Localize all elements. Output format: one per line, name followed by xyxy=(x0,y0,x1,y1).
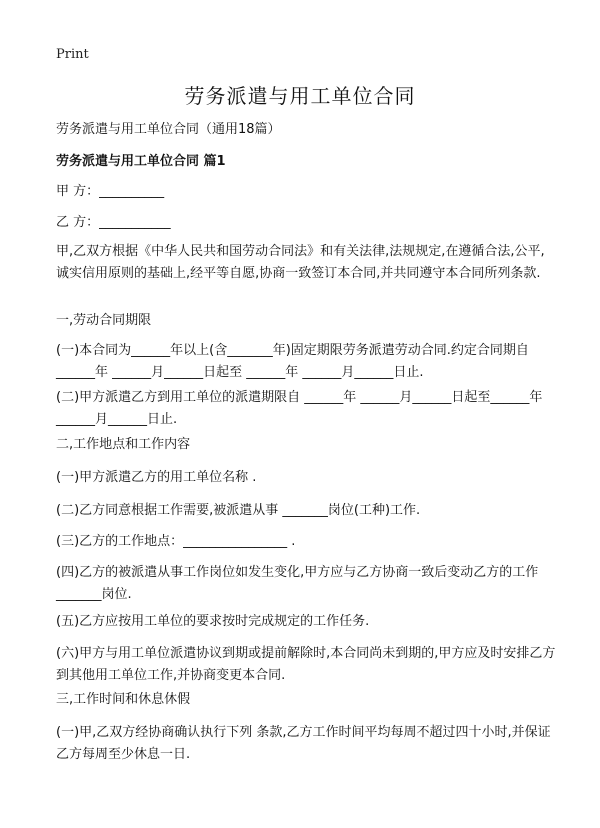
section-1-paragraph-2: (二)甲方派遣乙方到用工单位的派遣期限自 ______年 ______月______日起至______年 ______月______日止. xyxy=(56,390,543,427)
section-2-paragraph-4: (四)乙方的被派遣从事工作岗位如发生变化,甲方应与乙方协商一致后变动乙方的工作_______岗位. xyxy=(56,565,539,602)
section-heading: 劳务派遣与用工单位合同 篇1 xyxy=(56,154,226,169)
party-b-field: 乙 方：___________ xyxy=(56,215,171,230)
section-2-paragraph-6: (六)甲方与用工单位派遣协议到期或提前解除时,本合同尚未到期的,甲方应及时安排乙方到其他用工单位工作,并协商变更本合同. xyxy=(56,646,556,683)
section-2-paragraph-3: (三)乙方的工作地点：________________ . xyxy=(56,534,296,549)
section-1-paragraph-1: (一)本合同为______年以上(含_______年)固定期限劳务派遣劳动合同.约定合同期自 ______年 ______月______日起至 ______年 ______月______日止. xyxy=(56,343,529,380)
print-label[interactable]: Print xyxy=(56,47,89,62)
section-3-title: 三,工作时间和休息休假 xyxy=(56,692,191,707)
document-title: 劳务派遣与用工单位合同 xyxy=(184,84,416,108)
section-2-title: 二,工作地点和工作内容 xyxy=(56,437,191,452)
section-2-paragraph-5: (五)乙方应按用工单位的要求按时完成规定的工作任务. xyxy=(56,614,370,629)
section-1-title: 一,劳动合同期限 xyxy=(56,313,152,328)
document-subtitle: 劳务派遣与用工单位合同（通用18篇） xyxy=(56,122,281,137)
section-3-paragraph-1: (一)甲,乙双方经协商确认执行下列 条款,乙方工作时间平均每周不超过四十小时,并保证乙方每周至少休息一日. xyxy=(56,725,551,762)
party-a-field: 甲 方：__________ xyxy=(56,184,165,199)
intro-paragraph: 甲,乙双方根据《中华人民共和国劳动合同法》和有关法律,法规规定,在遵循合法,公平,诚实信用原则的基础上,经平等自愿,协商一致签订本合同,并共同遵守本合同所列条款. xyxy=(56,244,545,281)
section-2-paragraph-1: (一)甲方派遣乙方的用工单位名称 . xyxy=(56,470,257,485)
section-2-paragraph-2: (二)乙方同意根据工作需要,被派遣从事 _______岗位(工种)工作. xyxy=(56,503,421,518)
